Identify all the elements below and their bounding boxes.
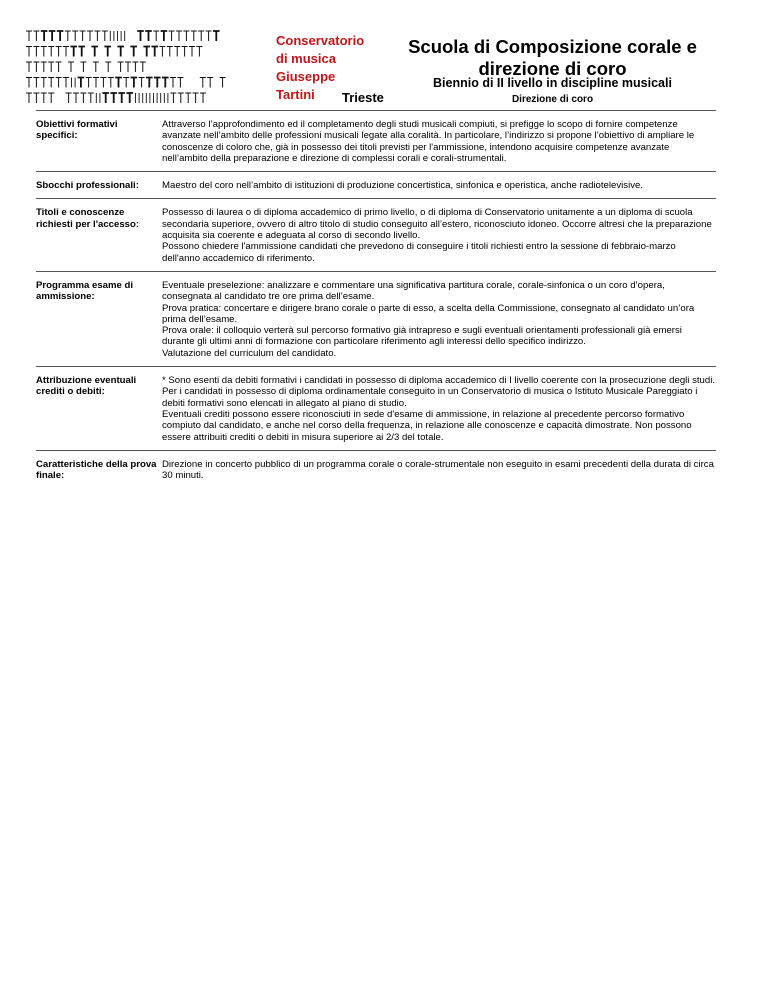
row-value (162, 280, 716, 359)
row-label: Obiettivi formativi specifici: (36, 119, 118, 142)
conservatory-name-line: Conservatorio (276, 33, 365, 48)
row-paragraph: Eventuali crediti possono essere riconosciuti in sede d'esame di ammissione, in relazione al precedente percorso formativo compiuto dal candidato, e anche nel corso della frequenza, in relazione alle conoscenze e capacità dimostrate. Non possono essere attribuiti crediti o debiti in misura superiore ai 2/3 del totale. (162, 408, 692, 443)
conservatory-name-line: Tartini (276, 87, 315, 102)
table-row (36, 110, 716, 171)
table-row (36, 171, 716, 198)
row-paragraph: Possono chiedere l'ammissione candidati che prevedono di conseguire i titoli richiesti entro la sessione di febbraio-marzo dell'anno accademico di riferimento. (162, 241, 676, 264)
row-paragraph: Per i candidati in possesso di diploma ordinamentale conseguito in un Conservatorio di musica o Istituto Musicale Pareggiato i debiti formativi sono elencati in allegato al piano di studio. (162, 386, 698, 409)
table-row (36, 271, 716, 366)
page-title-line: direzione di coro (478, 58, 627, 79)
row-label: Attribuzione eventuali crediti o debiti: (36, 375, 137, 398)
conservatory-city: Trieste (342, 90, 384, 105)
row-label: Caratteristiche della prova finale: (36, 458, 157, 482)
table-row (36, 198, 716, 270)
row-paragraph: Attraverso l’approfondimento ed il completamento degli studi musicali compiuti, si prefigge lo scopo di fornire competenze avanzate nell’ambito delle professioni musicali legate alla coralità. In particolare, l’indirizzo si propone l’obiettivo di ampliare le conoscenze di coloro che, già in possesso dei titoli previsti per l'ammissione, intendono acquisire competenze avanzate nell’ambito della preparazione e direzione di complessi corali e corali-strumentali. (162, 119, 695, 164)
row-label: Sbocchi professionali: (36, 180, 139, 192)
page-title-line: Scuola di Composizione corale e (408, 36, 697, 57)
row-label: Programma esame di ammissione: (36, 279, 134, 303)
page-title (395, 36, 710, 80)
row-paragraph: Prova orale: il colloquio verterà sul percorso formativo già intrapreso e sugli eventuali orientamenti professionali già emersi durante gli ultimi anni di formazione con particolare riferimento agli interessi dello specifico indirizzo. (162, 325, 682, 348)
row-value (162, 459, 716, 482)
row-value (162, 375, 716, 443)
piano-keys-logo-icon (26, 30, 258, 106)
course-name: Direzione di coro (511, 94, 594, 105)
table-row (36, 366, 716, 450)
table-row (36, 450, 716, 489)
row-value (162, 207, 716, 263)
row-paragraph: Direzione in concerto pubblico di un programma corale o corale-strumentale non eseguito in esami precedenti della durata di circa 30 minuti. (162, 458, 714, 482)
row-paragraph: * Sono esenti da debiti formativi i candidati in possesso di diploma accademico di I livello coerente con la prosecuzione degli studi. (162, 375, 716, 387)
row-paragraph: Maestro del coro nell’ambito di istituzioni di produzione concertistica, sinfonica e operistica, anche radiotelevisive. (162, 180, 643, 192)
row-value (162, 180, 716, 191)
row-paragraph: Eventuale preselezione: analizzare e commentare una significativa partitura corale, corale-sinfonica o un coro d’opera, consegnata al candidato tre ore prima dell’esame. (162, 279, 665, 303)
course-info-table (36, 110, 716, 488)
row-label: Titoli e conoscenze richiesti per l'accesso: (36, 207, 140, 230)
conservatory-name-line: Giuseppe (276, 69, 336, 84)
row-paragraph: Possesso di laurea o di diploma accademico di primo livello, o di diploma di Conservatorio unitamente a un diploma di scuola secondaria superiore, ovvero di altro titolo di studio conseguito all’estero, riconosciuto idoneo. Occorre altresì che la preparazione acquisita sia coerente e adeguata al corso di secondo livello. (162, 207, 712, 242)
page-subtitle: Biennio di II livello in discipline musicali (433, 76, 672, 90)
row-value (162, 119, 716, 164)
row-paragraph: Prova pratica: concertare e dirigere brano corale o parte di esso, a scelta della Commissione, consegnato al candidato un’ora prima dell’esame. (162, 302, 695, 325)
conservatory-name-line: di musica (276, 51, 336, 66)
row-paragraph: Valutazione del curriculum del candidato. (162, 347, 337, 359)
